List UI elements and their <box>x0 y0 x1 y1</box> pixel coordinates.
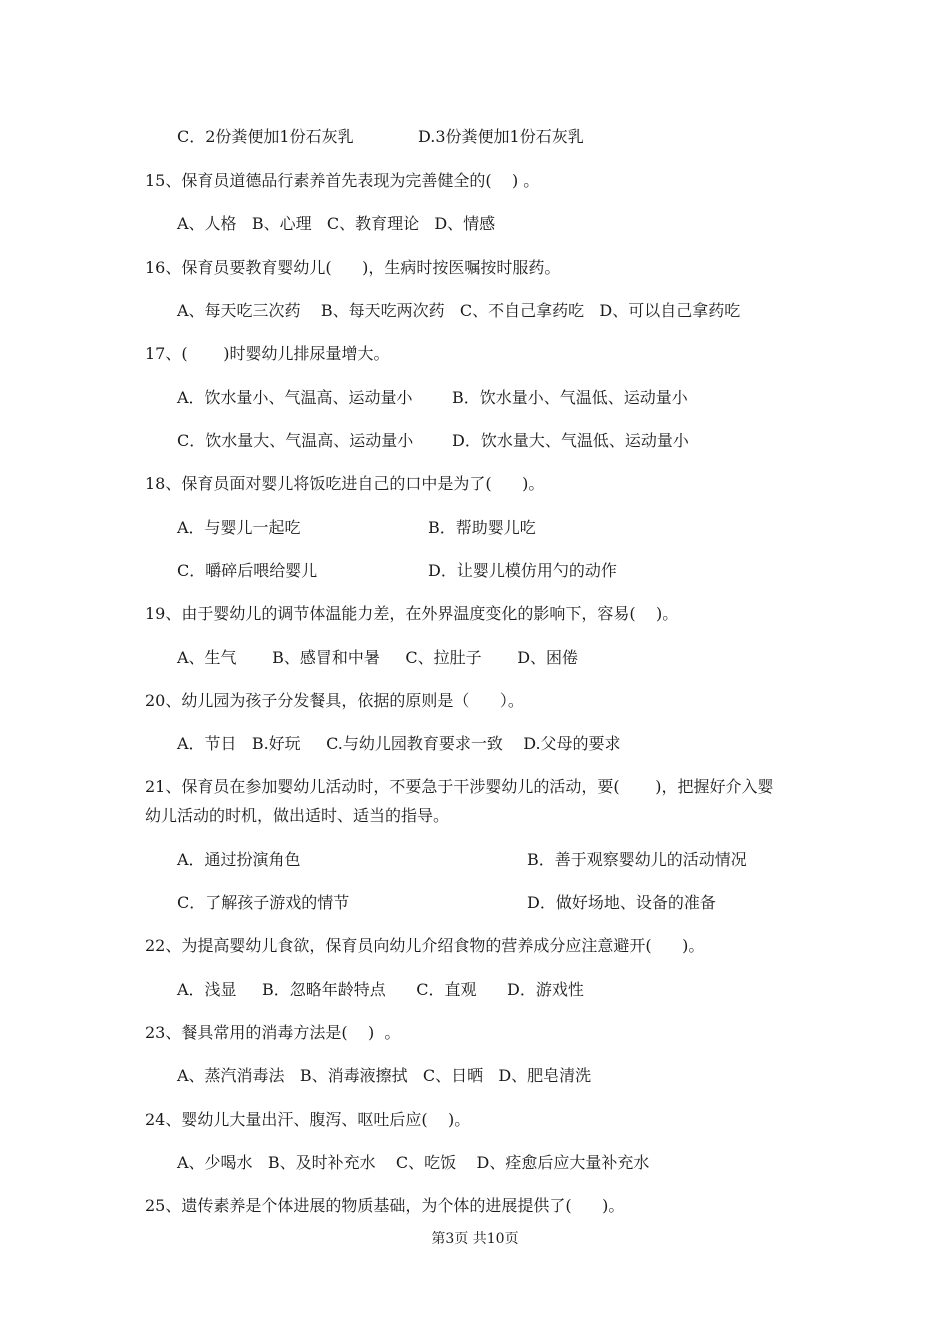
question-text: 21、保育员在参加婴幼儿活动时，不要急于干涉婴幼儿的活动，要( )，把握好介入婴 <box>145 777 774 796</box>
answer-option: A、每天吃三次药 B、每天吃两次药 C、不自己拿药吃 D、可以自己拿药吃 <box>177 301 741 320</box>
answer-option: B．善于观察婴幼儿的活动情况 <box>527 850 747 869</box>
question-text: 24、婴幼儿大量出汗、腹泻、呕吐后应( )。 <box>145 1110 471 1129</box>
answer-option: C．2份粪便加1份石灰乳 <box>177 127 354 146</box>
answer-option: A、蒸汽消毒法 B、消毒液擦拭 C、日晒 D、肥皂清洗 <box>177 1066 592 1085</box>
question-text: 18、保育员面对婴儿将饭吃进自己的口中是为了( )。 <box>145 474 545 493</box>
question-text: 22、为提高婴幼儿食欲，保育员向幼儿介绍食物的营养成分应注意避开( )。 <box>145 936 705 955</box>
answer-option: C．嚼碎后喂给婴儿 <box>177 561 318 580</box>
answer-option: A．与婴儿一起吃 <box>177 518 301 537</box>
question-text: 15、保育员道德品行素养首先表现为完善健全的( ) 。 <box>145 171 540 190</box>
answer-option: D.3份粪便加1份石灰乳 <box>418 127 584 146</box>
answer-option: A、生气 B、感冒和中暑 C、拉肚子 D、困倦 <box>177 648 579 667</box>
page-footer: 第3页 共10页 <box>431 1231 519 1247</box>
question-text: 16、保育员要教育婴幼儿( )，生病时按医嘱按时服药。 <box>145 258 561 277</box>
answer-option: A．饮水量小、气温高、运动量小 <box>177 388 413 407</box>
answer-option: C．饮水量大、气温高、运动量小 <box>177 431 414 450</box>
question-text: 25、遗传素养是个体进展的物质基础，为个体的进展提供了( )。 <box>145 1196 625 1215</box>
answer-option: A、少喝水 B、及时补充水 C、吃饭 D、痊愈后应大量补充水 <box>177 1153 650 1172</box>
answer-option: A．节日 B.好玩 C.与幼儿园教育要求一致 D.父母的要求 <box>177 734 621 753</box>
answer-option: B．帮助婴儿吃 <box>428 518 536 537</box>
question-text: 19、由于婴幼儿的调节体温能力差，在外界温度变化的影响下，容易( )。 <box>145 604 679 623</box>
answer-option: D．让婴儿模仿用勺的动作 <box>428 561 617 580</box>
answer-option: C．了解孩子游戏的情节 <box>177 893 350 912</box>
answer-option: B．饮水量小、气温低、运动量小 <box>452 388 688 407</box>
answer-option: D．做好场地、设备的准备 <box>527 893 716 912</box>
question-text: 20、幼儿园为孩子分发餐具，依据的原则是（ ）。 <box>145 691 524 710</box>
answer-option: 幼儿活动的时机，做出适时、适当的指导。 <box>145 806 450 825</box>
answer-option: A．浅显 B．忽略年龄特点 C．直观 D．游戏性 <box>177 980 584 999</box>
question-text: 17、( )时婴幼儿排尿量增大。 <box>145 344 390 363</box>
answer-option: A、人格 B、心理 C、教育理论 D、情感 <box>177 214 496 233</box>
answer-option: A．通过扮演角色 <box>177 850 301 869</box>
answer-option: D．饮水量大、气温低、运动量小 <box>452 431 689 450</box>
question-text: 23、餐具常用的消毒方法是( ) 。 <box>145 1023 401 1042</box>
